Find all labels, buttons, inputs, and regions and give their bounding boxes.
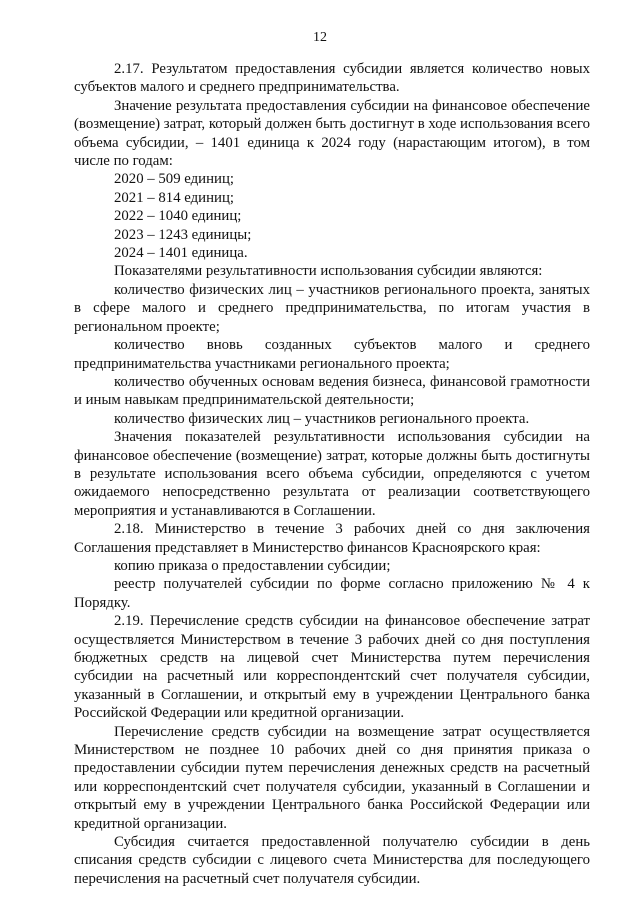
year-2024-value: 2024 – 1401 единица. bbox=[114, 245, 248, 262]
indicator-new-entities: количество вновь созданных субъектов малого и среднего предпринимательства участниками регионального проекта; bbox=[74, 337, 590, 372]
paragraph-subsidy-provided: Субсидия считается предоставленной получателю субсидии в день списания средств субсидии с лицевого счета Министерства для последующего перечисления на расчетный счет получателя субсидии. bbox=[74, 834, 590, 887]
list-item-order-copy: копию приказа о предоставлении субсидии; bbox=[114, 557, 391, 574]
year-2020-value: 2020 – 509 единиц; bbox=[114, 171, 234, 188]
indicator-participants: количество физических лиц – участников регионального проекта. bbox=[114, 410, 530, 427]
paragraph-result-value: Значение результата предоставления субсидии на финансовое обеспечение (возмещение) затрат, который должен быть достигнут в ходе использования всего объема субсидии, – 1401 единица к 2024 году (нарастающим итогом), в том числе по годам: bbox=[74, 97, 590, 170]
paragraph-2-17: 2.17. Результатом предоставления субсидии является количество новых субъектов малого и среднего предпринимательства. bbox=[74, 61, 590, 96]
indicator-employed-participants: количество физических лиц – участников регионального проекта, занятых в сфере малого и среднего предпринимательства, по итогам участия в региональном проекте; bbox=[74, 281, 590, 335]
year-2022-value: 2022 – 1040 единиц; bbox=[114, 208, 242, 225]
paragraph-reimbursement-transfer: Перечисление средств субсидии на возмещение затрат осуществляется Министерством не позднее 10 рабочих дней со дня принятия приказа о предоставлении субсидии путем перечисления денежных средств на расчетный или корреспондентский счет получателя субсидии, указанный в Соглашении и открытый ему в учреждении Центрального банка Российской Федерации или кредитной организации. bbox=[74, 723, 590, 832]
page-number: 12 bbox=[313, 30, 327, 45]
year-2023-value: 2023 – 1243 единицы; bbox=[114, 226, 252, 243]
list-item-registry: реестр получателей субсидии по форме согласно приложению № 4 к Порядку. bbox=[74, 576, 590, 611]
paragraph-2-18: 2.18. Министерство в течение 3 рабочих дней со дня заключения Соглашения представляет в Министерство финансов Красноярского края: bbox=[74, 521, 590, 556]
paragraph-2-19: 2.19. Перечисление средств субсидии на финансовое обеспечение затрат осуществляется Министерством в течение 3 рабочих дней со дня поступления бюджетных средств на лицевой счет Министерства путем перечисления субсидии на расчетный или корреспондентский счет получателя субсидии, указанный в Соглашении, и открытый ему в учреждении Центрального банка Российской Федерации или кредитной организации. bbox=[74, 613, 590, 722]
document-body bbox=[74, 60, 590, 888]
paragraph-indicators-heading: Показателями результативности использования субсидии являются: bbox=[114, 263, 543, 280]
indicator-trained: количество обученных основам ведения бизнеса, финансовой грамотности и иным навыкам предпринимательской деятельности; bbox=[74, 373, 590, 409]
year-2021-value: 2021 – 814 единиц; bbox=[114, 189, 234, 206]
paragraph-indicator-values: Значения показателей результативности использования субсидии на финансовое обеспечение (возмещение) затрат, которые должны быть достигнуты в результате использования всего объема субсидии, определяются с учетом ожидаемого непосредственно результата от реализации соответствующего мероприятия и устанавливаются в Соглашении. bbox=[74, 429, 590, 519]
